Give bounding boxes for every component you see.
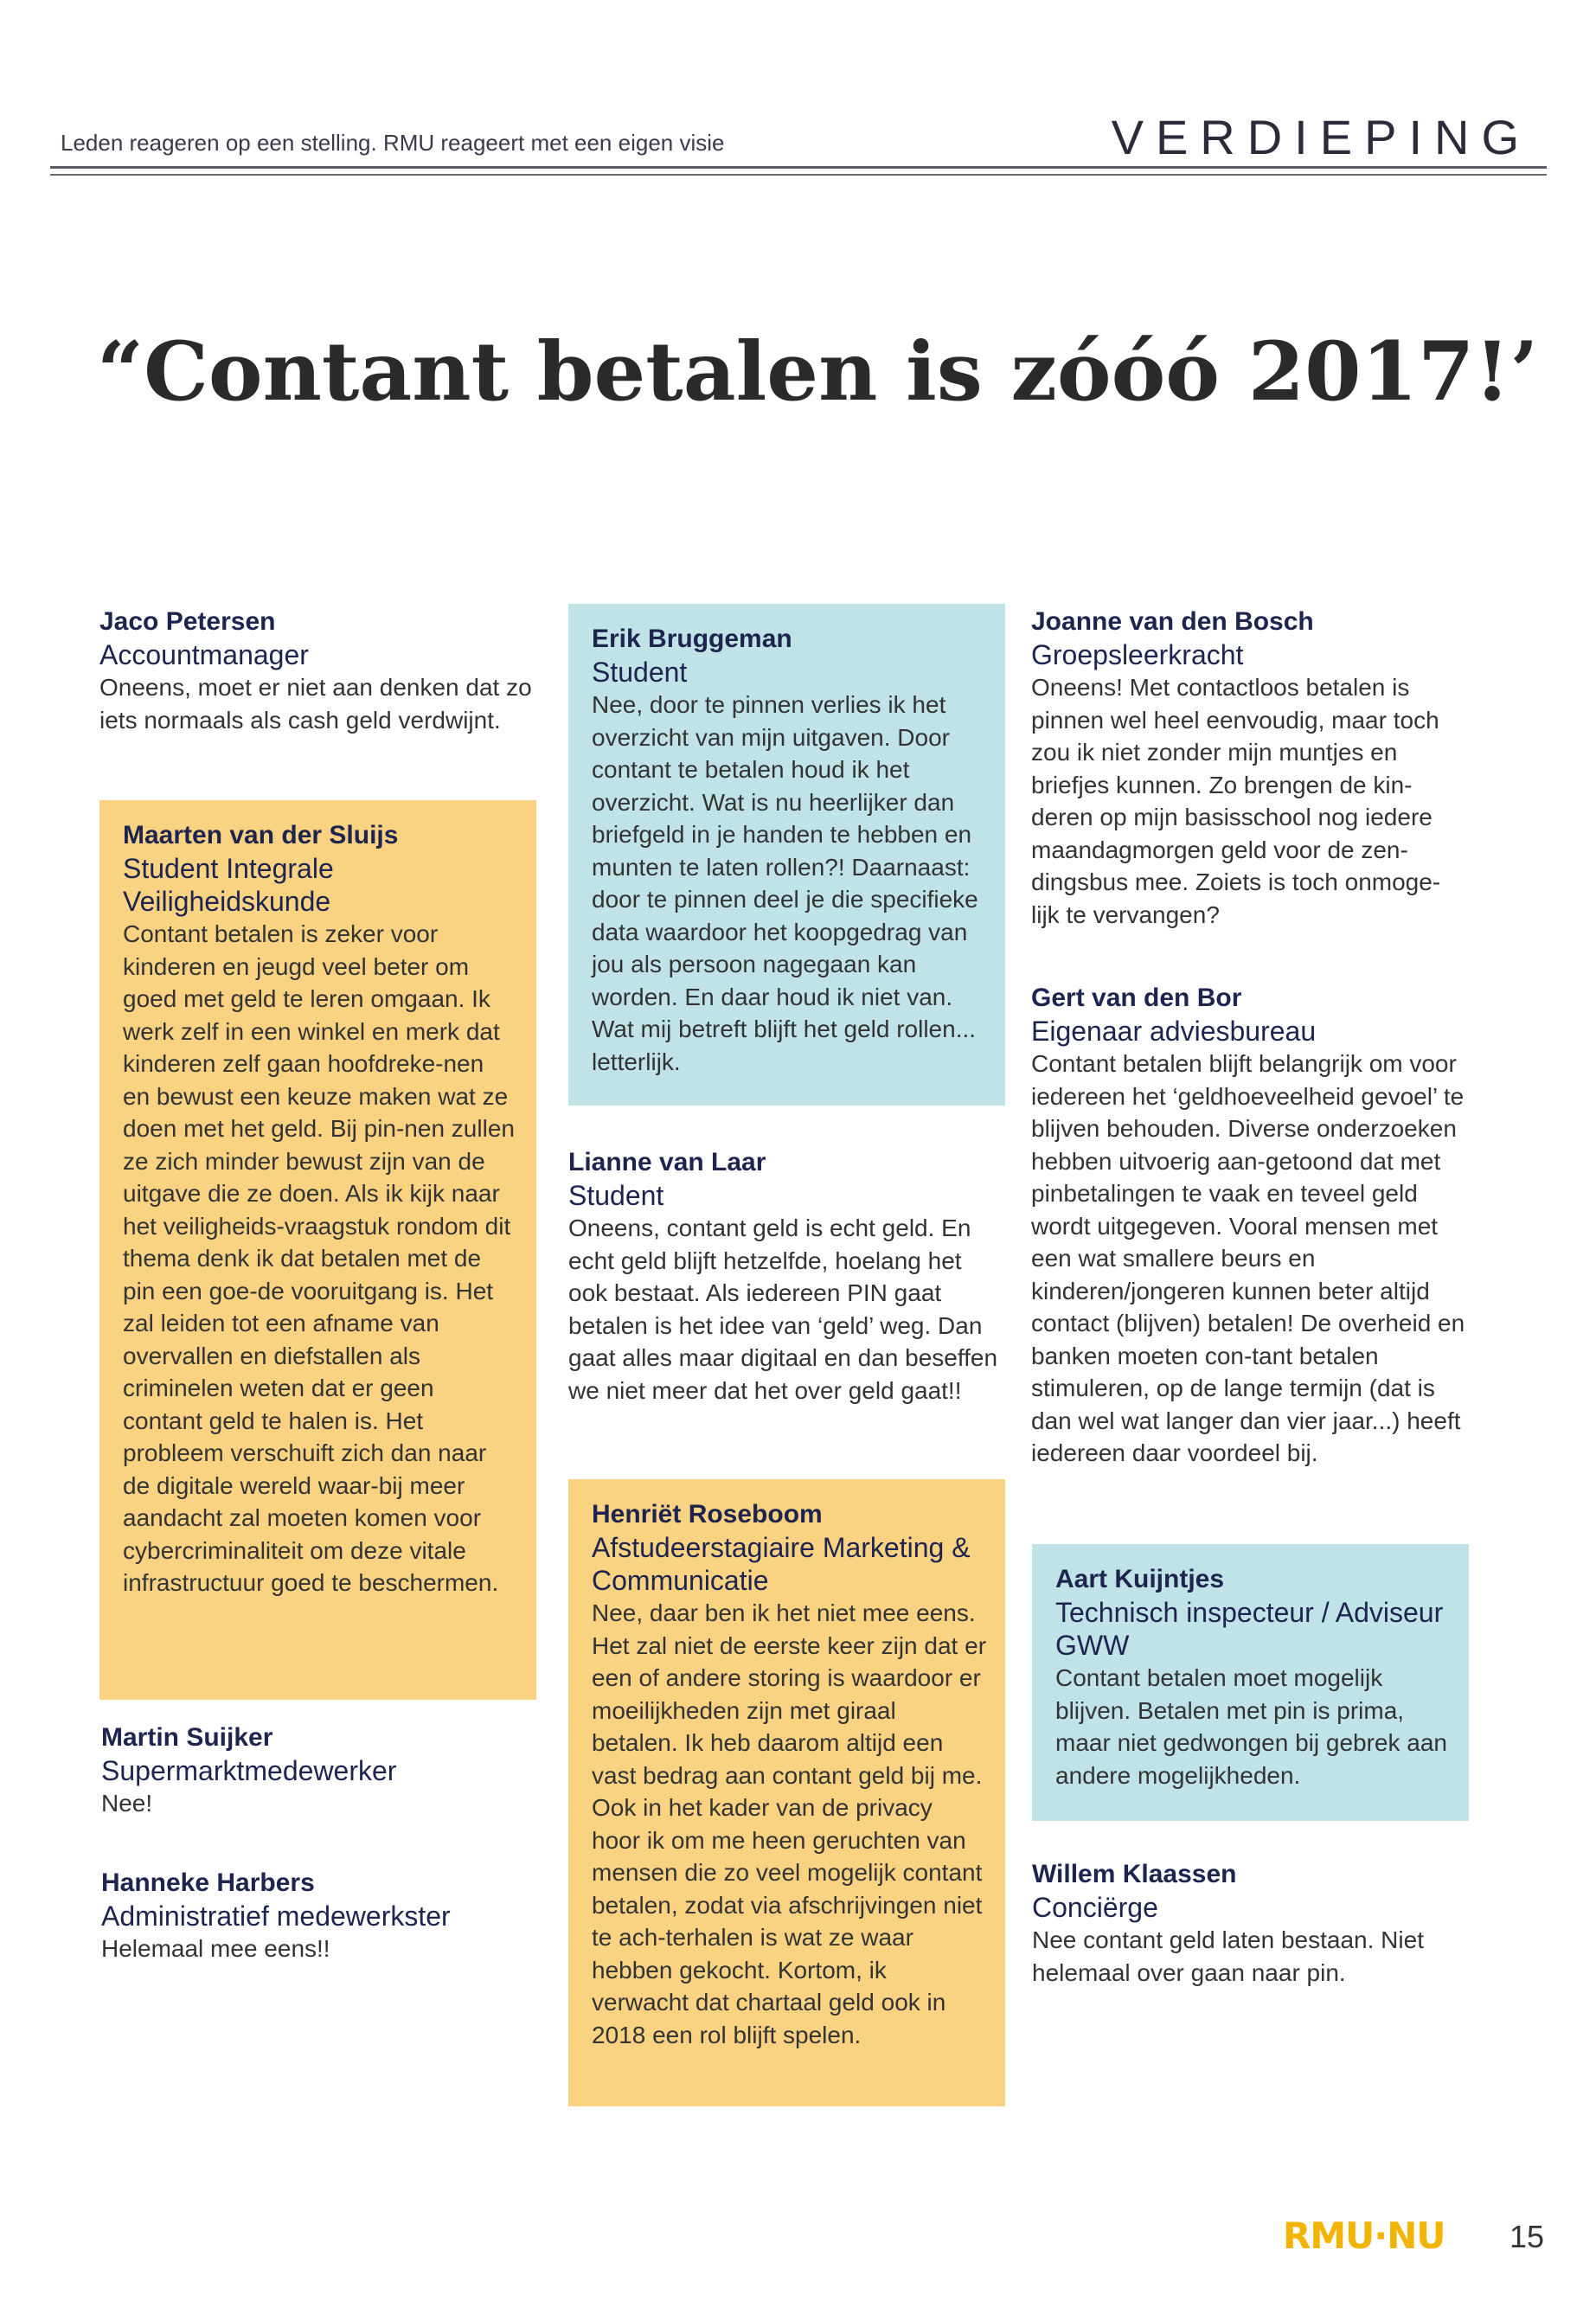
response-text: Nee! (101, 1790, 153, 1817)
respondent-role: Supermarktmedewerker (101, 1755, 397, 1786)
response-text: Contant betalen moet mogelijk blijven. Betalen met pin is prima, maar niet gedwongen bij gebrek aan andere mogelijkheden. (1055, 1664, 1447, 1789)
respondent-role: Administratief medewerkster (101, 1900, 451, 1932)
response-card-henriet (568, 1479, 1005, 2106)
response-card-gert (1031, 982, 1468, 1470)
response-text: Helemaal mee eens!! (101, 1935, 330, 1962)
response-text: Oneens, moet er niet aan denken dat zo iets normaals als cash geld verdwijnt. (99, 674, 532, 734)
respondent-name: Hanneke Harbers (101, 1868, 315, 1897)
response-card-maarten (99, 800, 536, 1700)
response-text: Contant betalen is zeker voor kinderen en jeugd veel beter om goed met geld te leren omgaan. Ik werk zelf in een winkel en merk dat kinderen zelf gaan hoofdreke-nen en bewust een keuze maken wat ze doen met het geld. Bij pin-nen zullen ze zich minder bewust zijn van de uitgave die ze doen. Als ik kijk naar het veiligheids-vraagstuk rondom dit thema denk ik dat betalen met de pin een goe-de vooruitgang is. Het zal leiden tot een afname van overvallen en diefstallen als criminelen weten dat er geen contant geld te halen is. Het probleem verschuift zich dan naar de digitale wereld waar-bij meer aandacht zal moeten komen voor cybercriminaliteit om deze vitale infrastructuur goed te beschermen. (123, 920, 515, 1596)
respondent-name: Jaco Petersen (99, 607, 276, 636)
response-text: Oneens, contant geld is echt geld. En echt geld blijft hetzelfde, hoelang het ook bestaat. Als iedereen PIN gaat betalen is het idee van ‘geld’ weg. Dan gaat alles maar digitaal en dan beseffen we niet meer dat het over geld gaat!! (568, 1215, 998, 1404)
respondent-role: Student (568, 1180, 664, 1211)
respondent-role: Student Integrale Veiligheidskunde (123, 853, 334, 917)
respondent-role: Conciërge (1032, 1892, 1158, 1923)
respondent-name: Erik Bruggeman (592, 625, 792, 653)
header-rule (50, 166, 1547, 169)
response-card-lianne (568, 1146, 1005, 1407)
header-subtitle: Leden reageren op een stelling. RMU reageert met een eigen visie (61, 130, 725, 156)
response-card-aart (1032, 1544, 1469, 1821)
respondent-name: Joanne van den Bosch (1031, 607, 1314, 636)
response-card-hanneke (101, 1867, 538, 1965)
respondent-role: Accountmanager (99, 639, 309, 670)
respondent-name: Maarten van der Sluijs (123, 821, 399, 849)
section-label: VERDIEPING (1111, 110, 1531, 164)
response-text: Nee, door te pinnen verlies ik het overzicht van mijn uitgaven. Door contant te betalen houd ik het overzicht. Wat is nu heerlijker dan briefgeld in je handen te hebben en munten te laten rollen?! Daarnaast: door te pinnen deel je die specifieke data waardoor het koopgedrag van jou als persoon nagegaan kan worden. En daar houd ik niet van. Wat mij betreft blijft het geld rollen... letterlijk. (592, 691, 978, 1075)
response-card-willem (1032, 1858, 1469, 1989)
respondent-role: Afstudeerstagiaire Marketing & Communicatie (592, 1532, 971, 1596)
respondent-name: Martin Suijker (101, 1723, 273, 1752)
respondent-role: Groepsleerkracht (1031, 639, 1244, 670)
respondent-role: Student (592, 657, 688, 688)
respondent-role: Technisch inspecteur / Adviseur GWW (1055, 1597, 1444, 1661)
respondent-name: Henriët Roseboom (592, 1500, 823, 1529)
response-card-erik (568, 604, 1005, 1106)
rmu-nu-logo: RMU·NU (1283, 2214, 1445, 2257)
respondent-name: Gert van den Bor (1031, 984, 1242, 1012)
response-card-joanne (1031, 606, 1468, 931)
respondent-name: Aart Kuijntjes (1055, 1565, 1225, 1593)
response-text: Oneens! Met contactloos betalen is pinnen wel heel eenvoudig, maar toch zou ik niet zonder mijn muntjes en briefjes kunnen. Zo brengen de kin-deren op mijn basisschool nog iedere maandagmorgen geld voor de zen-dingsbus mee. Zoiets is toch onmoge-lijk te vervangen? (1031, 674, 1441, 928)
response-card-jaco (99, 606, 536, 736)
respondent-name: Willem Klaassen (1032, 1860, 1237, 1888)
page-number: 15 (1509, 2219, 1545, 2254)
response-text: Nee, daar ben ik het niet mee eens. Het zal niet de eerste keer zijn dat er een of andere storing is waardoor er moeilijkheden zijn met giraal betalen. Ik heb daarom altijd een vast bedrag aan contant geld bij me. Ook in het kader van de privacy hoor ik om me heen geruchten van mensen die zo veel mogelijk contant betalen, zodat via afschrijvingen niet te ach-terhalen is wat ze waar hebben gekocht. Kortom, ik verwacht dat chartaal geld ook in 2018 een rol blijft spelen. (592, 1599, 987, 2048)
response-text: Contant betalen blijft belangrijk om voor iedereen het ‘geldhoeveelheid gevoel’ te blijven behouden. Diverse onderzoeken hebben uitvoerig aan-getoond dat met pinbetalingen te vaak en teveel geld wordt uitgegeven. Vooral mensen met een wat smallere beurs en kinderen/jongeren kunnen beter altijd contact (blijven) betalen! De overheid en banken moeten con-tant betalen stimuleren, op de lange termijn (dat is dan wel wat langer dan vier jaar...) heeft iedereen daar voordeel bij. (1031, 1050, 1465, 1466)
response-text: Nee contant geld laten bestaan. Niet helemaal over gaan naar pin. (1032, 1926, 1424, 1986)
response-card-martin (101, 1721, 538, 1820)
header-rule-secondary (50, 174, 1547, 176)
respondent-role: Eigenaar adviesbureau (1031, 1016, 1317, 1047)
respondent-name: Lianne van Laar (568, 1148, 766, 1176)
article-title: “Contant betalen is zóóó 2017!’ (97, 324, 1539, 420)
